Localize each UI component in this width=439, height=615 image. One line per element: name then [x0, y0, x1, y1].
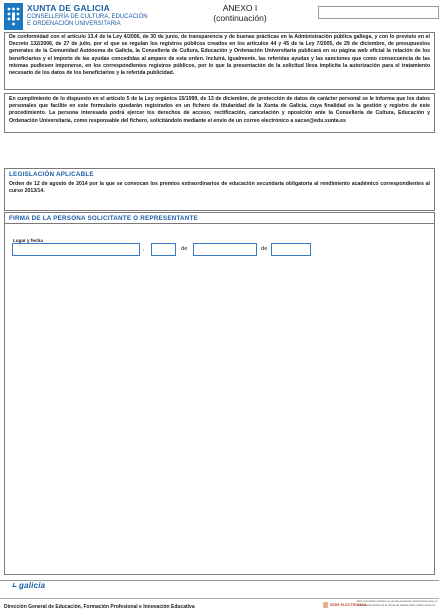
registry-stamp-box [318, 6, 439, 19]
de-separator-1: de [181, 246, 188, 252]
xunta-logo-icon [4, 3, 23, 30]
transparency-notice-panel [4, 32, 435, 90]
page-header [4, 3, 435, 35]
footer-note: Este formulario también se puede presentar electrónicamente en la sede electrónica de la Xunta de Galicia https://sede.xunta.es [357, 599, 438, 607]
sede-electronica-label: SEDE ELECTRÓNICA [330, 603, 367, 607]
org-name: XUNTA DE GALICIA [27, 3, 111, 13]
footer-divider [0, 580, 439, 581]
place-field[interactable] [12, 243, 140, 256]
galicia-logo-icon [12, 583, 17, 587]
legislation-panel [4, 168, 435, 211]
place-date-label: Lugar y fecha [13, 238, 43, 243]
annex-subtitle: (continuación) [213, 13, 267, 23]
year-field[interactable] [271, 243, 311, 256]
legislation-heading: LEGISLACIÓN APLICABLE [9, 171, 94, 178]
signature-heading: FIRMA DE LA PERSONA SOLICITANTE O REPRESENTANTE [9, 215, 198, 222]
sede-seal-icon [323, 602, 328, 608]
department-line-1: CONSELLERÍA DE CULTURA, EDUCACIÓN [27, 14, 148, 20]
month-field[interactable] [193, 243, 257, 256]
comma-separator: , [143, 246, 145, 252]
de-separator-2: de [261, 246, 268, 252]
department-line-2: E ORDENACIÓN UNIVERSITARIA [27, 21, 121, 27]
annex-title: ANEXO I [222, 3, 258, 13]
galicia-logo-text: galicia [19, 581, 46, 590]
legislation-text: Orden de 12 de agosto de 2014 por la que se convocan los premios extraordinarios de educación secundaria obligatoria al rendimiento académico correspondientes al curso 2013/14. [9, 181, 430, 195]
transparency-notice-text: De conformidad con el artículo 13.4 de la Ley 4/2006, de 30 de junio, de transparencia y de buenas prácticas en la Administración pública gallega, y con lo previsto en el Decreto 132/2006, de 27 de julio, por el que se regulan los registros públicos creados en los artículos 44 y 45 de la Ley 7/2005, de 29 de diciembre, de presupuestos generales de la Comunidad Autónoma de Galicia, la Consellería de Cultura, Educación y Ordenación Universitaria publicará en su página web oficial la relación de los beneficiarios y el importe de las ayudas concedidas al amparo de esta orden. Incluirá, igualmente, las referidas ayudas y las sanciones que como consecuencia de las mismas pudiesen imponerse, en los correspondientes registros públicos, por lo que la presentación de la solicitud lleva implícita la autorización para el tratamiento necesario de los datos de los beneficiarios y la referida publicidad. [9, 34, 430, 77]
data-protection-panel [4, 93, 435, 133]
signature-panel [4, 212, 435, 575]
data-protection-text: En cumplimiento de lo dispuesto en el artículo 5 de la Ley orgánica 15/1999, de 13 de diciembre, de protección de datos de carácter personal se le informa que los datos personales que facilite en este formulario quedarán registrados en un fichero de titularidad de la Xunta de Galicia, cuya finalidad es la gestión y registro de este procedimiento. La persona interesada podrá ejercer los derechos de acceso, rectificación, cancelación y oposición ante la Consellería de Cultura, Educación y Ordenación Universitaria, como responsable del fichero, solicitándolo mediante el envío de un correo electrónico a sacse@edu.xunta.es [9, 96, 430, 124]
signature-heading-divider [5, 223, 434, 224]
footer-org-name: Dirección General de Educación, Formación Profesional e Innovación Educativa [4, 604, 195, 610]
day-field[interactable] [151, 243, 176, 256]
